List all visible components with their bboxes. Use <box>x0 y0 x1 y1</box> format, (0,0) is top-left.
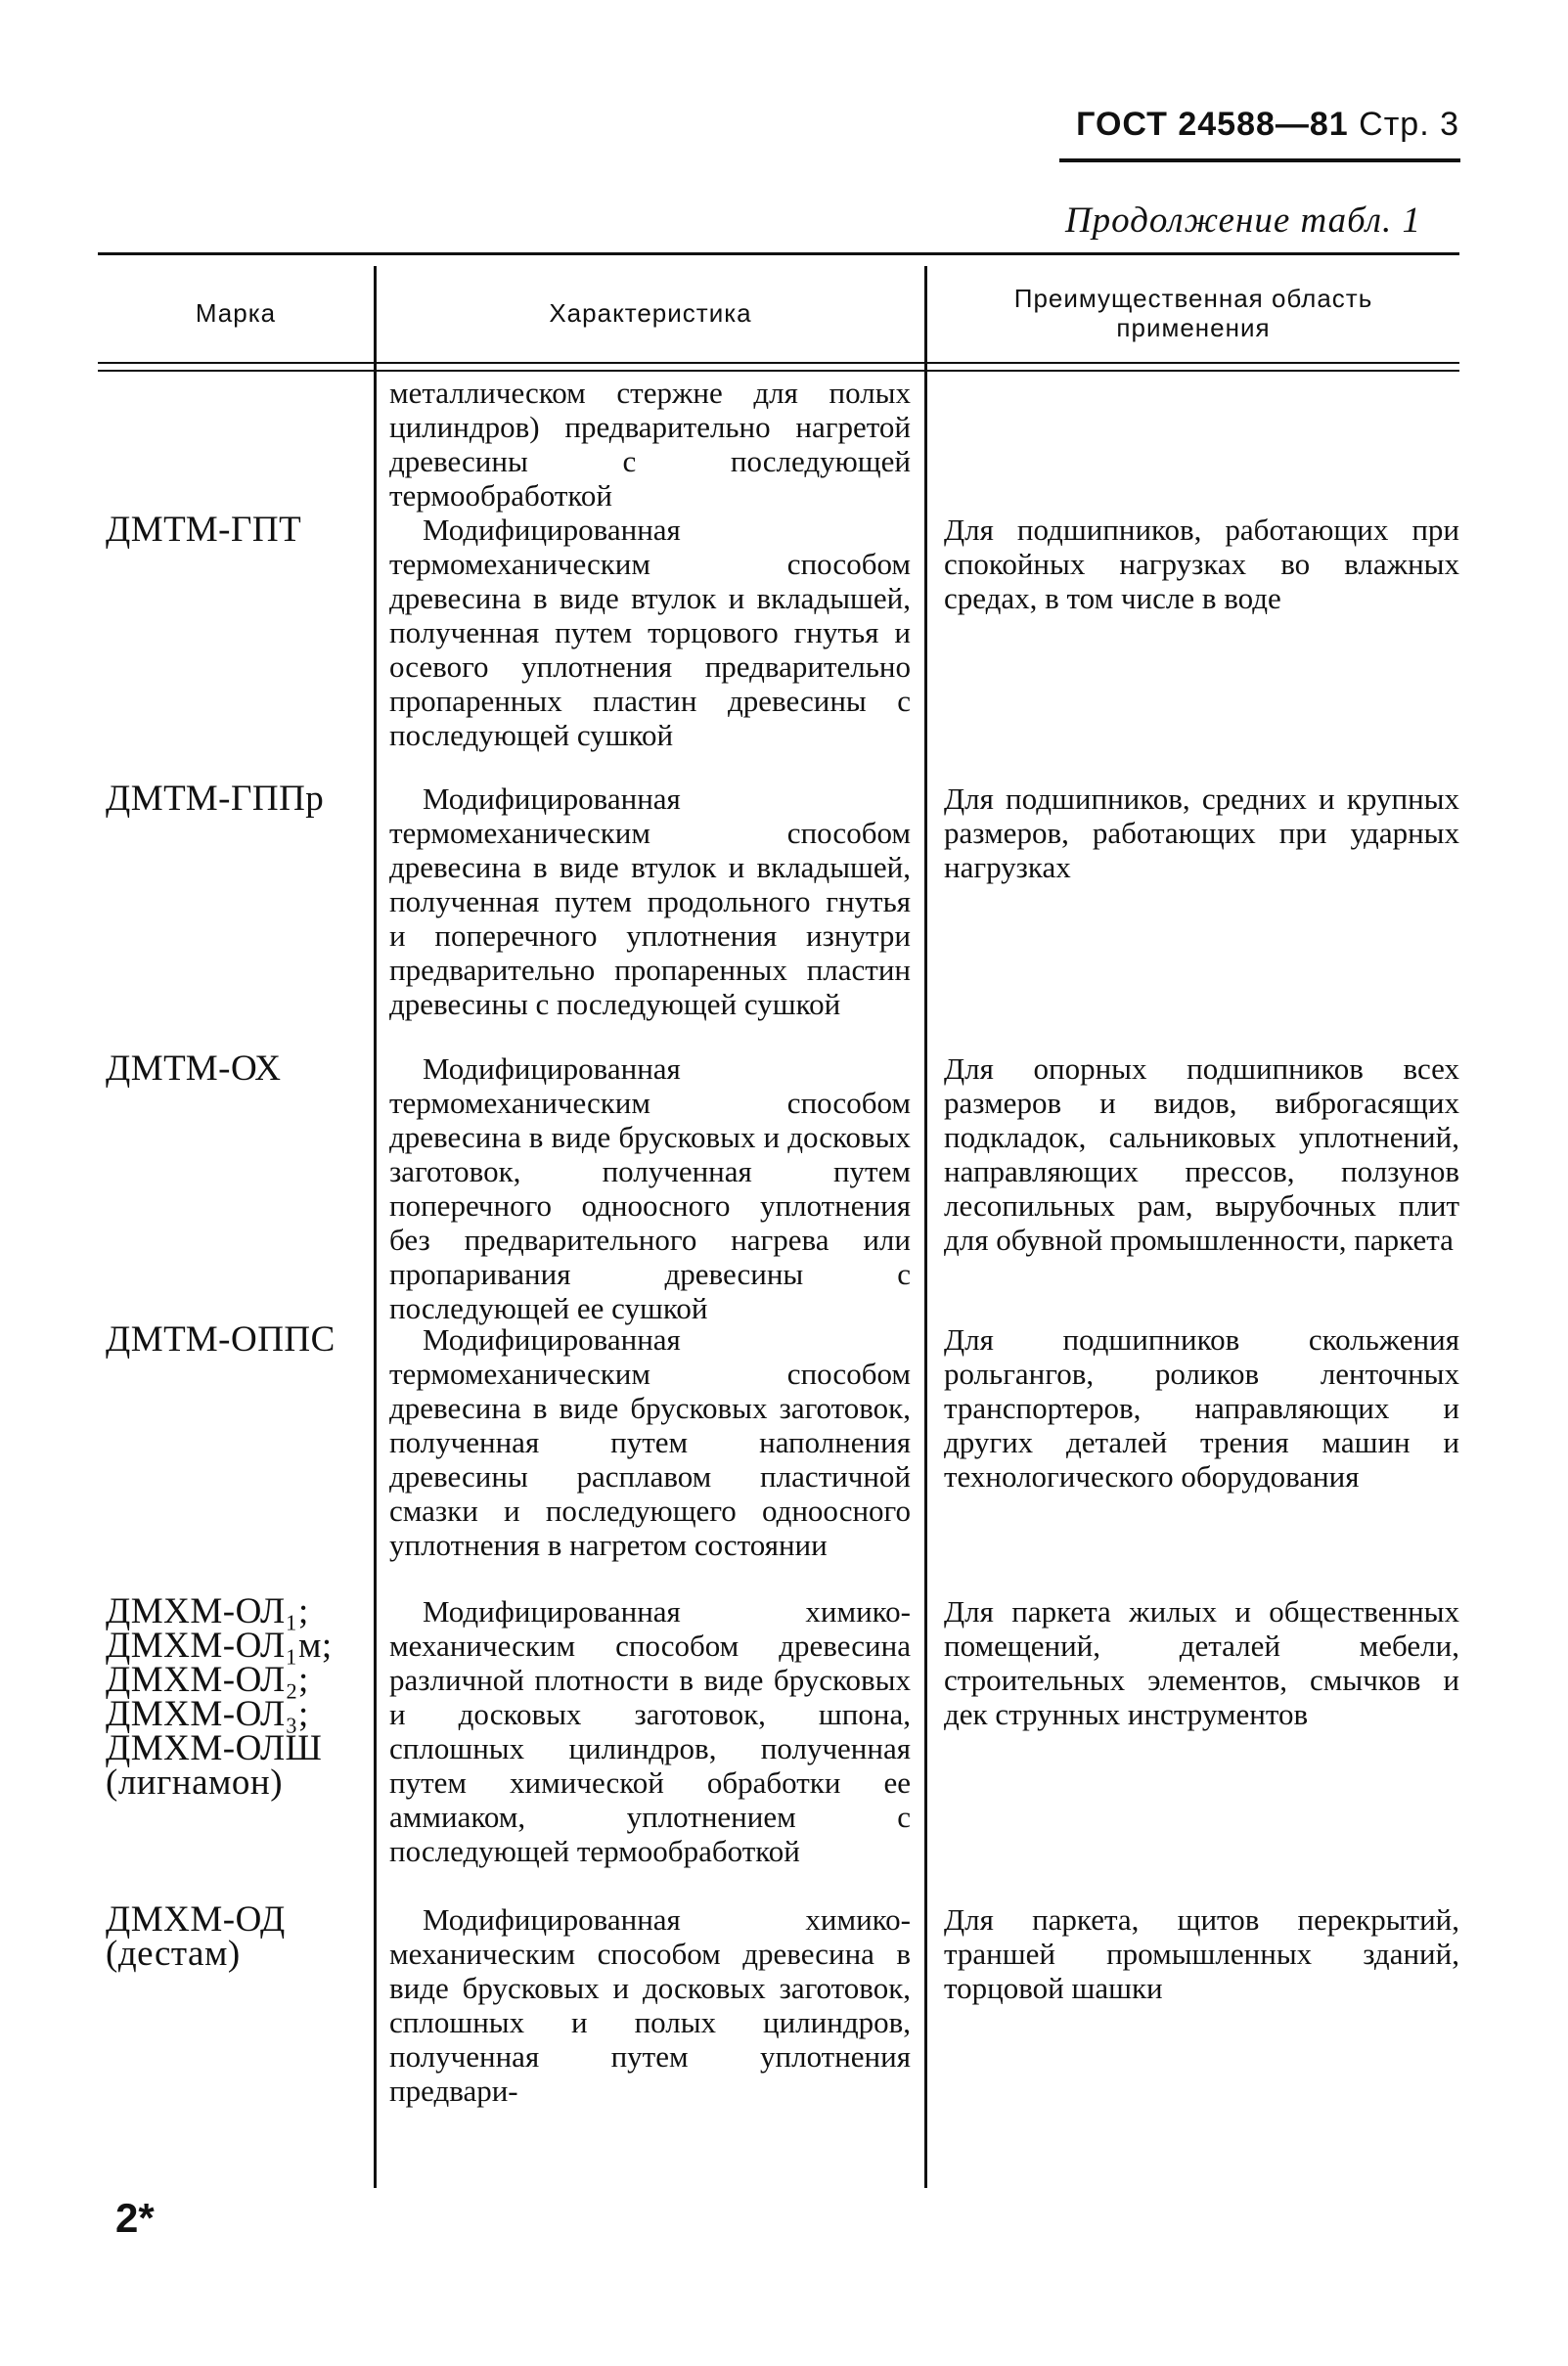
cell-mark: ДМТМ-ГППр <box>106 779 325 819</box>
cell-characteristic: Модифицированная термомеханическим способом древесина в виде брусковых заготовок, полученная путем наполнения древесины расплавом пластичной смазки и последующего одноосного уплотнения в нагретом состоянии <box>389 1322 911 1562</box>
cell-mark: ДМХМ-ОД (дестам) <box>106 1899 286 1974</box>
table-top-rule <box>98 252 1459 255</box>
standard-number: ГОСТ 24588—81 <box>1076 106 1349 143</box>
cell-characteristic: металлическом стержне для полых цилиндров) предварительно нагретой древесины с последующей термообработкой <box>389 376 911 513</box>
cell-characteristic: Модифицированная термомеханическим способом древесина в виде брусковых и досковых заготовок, полученная путем поперечного одноосного уплотнения без предварительного нагрева или пропаривания древесины с последующей ее сушкой <box>389 1051 911 1325</box>
table-row <box>98 1899 1459 2137</box>
data-table <box>98 252 1459 2189</box>
cell-application <box>924 376 1459 513</box>
page-footer-mark: 2* <box>115 2195 155 2241</box>
table-caption: Продолжение табл. 1 <box>1064 201 1421 241</box>
table-row <box>98 510 1459 781</box>
cell-application: Для подшипников скольжения рольгангов, роликов ленточных транспортеров, направляющих и других деталей трения машин и технологического оборудования <box>944 1322 1459 1494</box>
cell-characteristic: Модифицированная химико-механическим способом древесина в виде брусковых и досковых заготовок, сплошных и полых цилиндров, полученная путем уплотнения предвари- <box>389 1902 911 2108</box>
header-rule <box>1059 158 1460 162</box>
cell-application: Для подшипников, средних и крупных размеров, работающих при ударных нагрузках <box>944 781 1459 884</box>
cell-application: Для паркета, щитов перекрытий, траншей промышленных зданий, торцовой шашки <box>944 1902 1459 2005</box>
cell-characteristic: Модифицированная химико-механическим способом древесина различной плотности в виде брусковых и досковых заготовок, шпона, сплошных цилиндров, полученная путем химической обработки ее аммиаком, уплотнением с последующей термообработкой <box>389 1594 911 1868</box>
cell-mark: ДМТМ-ОХ <box>106 1049 282 1089</box>
table-row <box>98 781 1459 1051</box>
cell-application: Для подшипников, работающих при спокойных нагрузках во влажных средах, в том числе в воде <box>944 513 1459 615</box>
cell-mark: ДМХМ-ОЛ₁; ДМХМ-ОЛ₁м; ДМХМ-ОЛ₂; ДМХМ-ОЛ₃; ДМХМ-ОЛШ (лигнамон) <box>106 1591 333 1803</box>
cell-application: Для опорных подшипников всех размеров и видов, виброгасящих подкладок, сальниковых уплотнений, направляющих прессов, ползунов лесопильных рам, вырубочных плит для обувной промышленности, паркета <box>944 1051 1459 1257</box>
cell-characteristic: Модифицированная термомеханическим способом древесина в виде втулок и вкладышей, полученная путем торцового гнутья и осевого уплотнения предварительно пропаренных пластин древесины с последующей сушкой <box>389 513 911 752</box>
cell-application: Для паркета жилых и общественных помещений, деталей мебели, строительных элементов, смычков и дек струнных инструментов <box>944 1594 1459 1731</box>
page-header <box>1076 106 1459 144</box>
cell-mark: ДМТМ-ГПТ <box>106 510 302 550</box>
table-body <box>98 376 1459 2137</box>
cell-mark <box>98 376 374 513</box>
table-row <box>98 376 1459 513</box>
table-row <box>98 1319 1459 1594</box>
column-header-application: Преимущественная область применения <box>1013 284 1373 342</box>
cell-characteristic: Модифицированная термомеханическим способом древесина в виде втулок и вкладышей, полученная путем продольного гнутья и поперечного уплотнения изнутри предварительно пропаренных пластин древесины с последующей сушкой <box>389 781 911 1021</box>
cell-mark: ДМТМ-ОППС <box>106 1319 336 1360</box>
page-number: Стр. 3 <box>1359 106 1459 143</box>
header-rule-1 <box>98 362 1459 364</box>
header-rule-2 <box>98 370 1459 372</box>
table-row <box>98 1049 1459 1325</box>
column-header-mark: Марка <box>195 298 277 328</box>
column-header-characteristic: Характеристика <box>549 298 752 328</box>
table-row <box>98 1591 1459 1902</box>
